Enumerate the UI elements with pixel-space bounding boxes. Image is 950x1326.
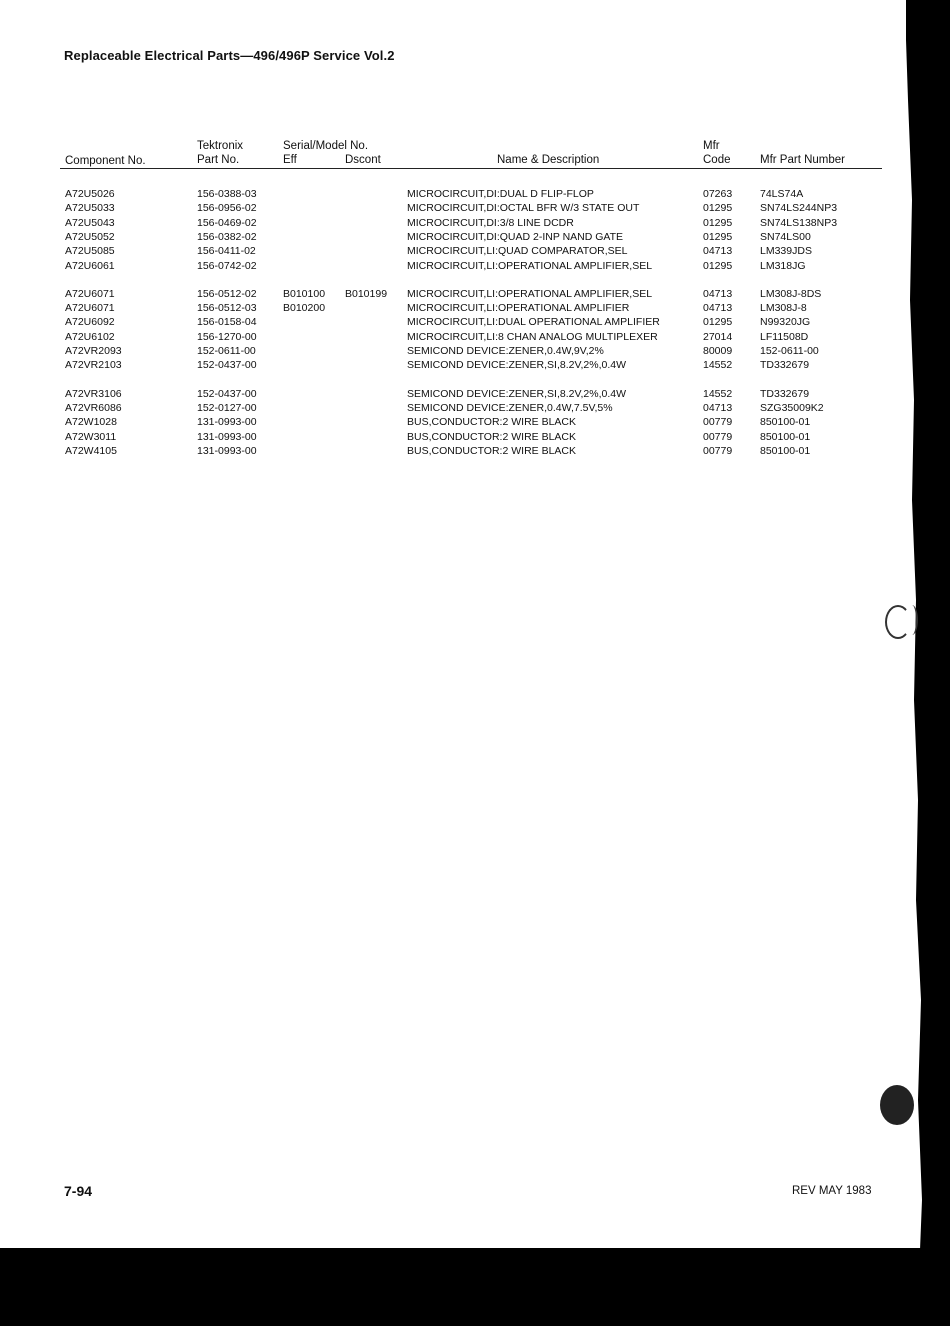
mfr-part-number: SN74LS138NP3 [760, 216, 838, 229]
page-number: 7-94 [64, 1183, 93, 1199]
name-description: SEMICOND DEVICE:ZENER,0.4W,9V,2% [407, 345, 604, 357]
mfr-code: 04713 [703, 287, 733, 300]
table-row [0, 187, 950, 201]
tektronix-part-no: 152-0611-00 [197, 345, 256, 357]
tektronix-part-no: 156-0742-02 [197, 259, 257, 272]
header-component: Component No. [65, 155, 146, 167]
name-description: MICROCIRCUIT,DI:3/8 LINE DCDR [407, 216, 574, 229]
tektronix-part-no: 156-0382-02 [197, 230, 257, 243]
mfr-code: 07263 [703, 188, 733, 200]
component-no: A72W4105 [65, 444, 117, 457]
mfr-part-number: 152-0611-00 [760, 345, 819, 357]
mfr-code: 14552 [703, 359, 733, 372]
tektronix-part-no: 131-0993-00 [197, 416, 257, 429]
component-no: A72U5043 [65, 216, 115, 229]
table-row [0, 259, 950, 273]
mfr-code: 14552 [703, 387, 733, 400]
component-no: A72U6071 [65, 302, 115, 315]
serial-eff: B010100 [283, 287, 326, 300]
name-description: BUS,CONDUCTOR:2 WIRE BLACK [407, 416, 576, 429]
tektronix-part-no: 131-0993-00 [197, 430, 257, 443]
table-row [0, 401, 950, 415]
component-no: A72VR2093 [65, 345, 122, 357]
mfr-part-number: 850100-01 [760, 430, 811, 443]
table-row [0, 287, 950, 301]
table-row [0, 201, 950, 215]
table-row [0, 230, 950, 244]
mfr-part-number: TD332679 [760, 387, 810, 400]
table-row [0, 301, 950, 315]
mfr-code: 01295 [703, 259, 733, 272]
table-row [0, 358, 950, 372]
component-no: A72U6102 [65, 330, 115, 343]
mfr-code: 00779 [703, 416, 733, 429]
table-row [0, 344, 950, 358]
name-description: MICROCIRCUIT,DI:QUAD 2-INP NAND GATE [407, 230, 624, 243]
binder-hole-mark-right [906, 605, 918, 635]
mfr-part-number: TD332679 [760, 359, 810, 372]
table-row [0, 387, 950, 401]
mfr-code: 80009 [703, 345, 733, 357]
header-description: Name & Description [497, 154, 600, 166]
mfr-code: 00779 [703, 444, 733, 457]
header-part-no: Part No. [197, 154, 240, 166]
header-mfr-part-number: Mfr Part Number [760, 154, 845, 166]
header-tektronix: Tektronix [197, 140, 244, 152]
component-no: A72U5085 [65, 245, 115, 258]
mfr-code: 04713 [703, 401, 733, 414]
serial-eff: B010200 [283, 302, 326, 315]
mfr-code: 00779 [703, 430, 733, 443]
tektronix-part-no: 131-0993-00 [197, 444, 257, 457]
tektronix-part-no: 156-0411-02 [197, 245, 256, 258]
name-description: MICROCIRCUIT,LI:OPERATIONAL AMPLIFIER [407, 302, 630, 315]
name-description: MICROCIRCUIT,LI:OPERATIONAL AMPLIFIER,SEL [407, 287, 653, 300]
table-row [0, 315, 950, 329]
header-mfr: Mfr [703, 140, 720, 152]
header-serial-model: Serial/Model No. [283, 140, 369, 152]
mfr-part-number: SN74LS00 [760, 230, 811, 243]
mfr-code: 01295 [703, 202, 733, 215]
header-mfr-code: Code [703, 154, 731, 166]
mfr-part-number: SN74LS244NP3 [760, 202, 838, 215]
serial-dscont: B010199 [345, 287, 388, 300]
component-no: A72U6061 [65, 259, 115, 272]
tektronix-part-no: 156-0512-03 [197, 302, 257, 315]
revision-date: REV MAY 1983 [792, 1185, 872, 1197]
component-no: A72U5033 [65, 202, 115, 215]
header-rule [60, 168, 882, 169]
component-no: A72U5026 [65, 188, 115, 200]
header-dscont: Dscont [345, 154, 381, 166]
mfr-code: 27014 [703, 330, 733, 343]
component-no: A72U6092 [65, 316, 115, 329]
tektronix-part-no: 156-1270-00 [197, 330, 257, 343]
name-description: SEMICOND DEVICE:ZENER,0.4W,7.5V,5% [407, 401, 613, 414]
table-row [0, 430, 950, 444]
component-no: A72VR3106 [65, 387, 122, 400]
mfr-part-number: LM339JDS [760, 245, 812, 258]
mfr-part-number: LM308J-8 [760, 302, 807, 315]
name-description: SEMICOND DEVICE:ZENER,SI,8.2V,2%,0.4W [407, 387, 627, 400]
component-no: A72VR6086 [65, 401, 122, 414]
table-row [0, 444, 950, 458]
name-description: SEMICOND DEVICE:ZENER,SI,8.2V,2%,0.4W [407, 359, 627, 372]
mfr-part-number: 850100-01 [760, 416, 811, 429]
mfr-part-number: 850100-01 [760, 444, 811, 457]
tektronix-part-no: 156-0469-02 [197, 216, 257, 229]
tektronix-part-no: 156-0158-04 [197, 316, 257, 329]
name-description: MICROCIRCUIT,DI:DUAL D FLIP-FLOP [407, 188, 594, 200]
mfr-code: 04713 [703, 302, 733, 315]
mfr-part-number: LM308J-8DS [760, 287, 822, 300]
component-no: A72VR2103 [65, 359, 122, 372]
table-row [0, 216, 950, 230]
table-row [0, 244, 950, 258]
mfr-part-number: LF11508D [760, 330, 809, 343]
mfr-part-number: N99320JG [760, 316, 811, 329]
name-description: BUS,CONDUCTOR:2 WIRE BLACK [407, 430, 576, 443]
tektronix-part-no: 156-0512-02 [197, 287, 257, 300]
component-no: A72W3011 [65, 430, 117, 443]
mfr-code: 01295 [703, 230, 733, 243]
mfr-part-number: LM318JG [760, 259, 806, 272]
tektronix-part-no: 152-0437-00 [197, 387, 257, 400]
mfr-code: 04713 [703, 245, 733, 258]
name-description: MICROCIRCUIT,LI:DUAL OPERATIONAL AMPLIFIER [407, 316, 660, 329]
mfr-part-number: 74LS74A [760, 188, 804, 200]
table-row [0, 415, 950, 429]
tektronix-part-no: 152-0127-00 [197, 401, 257, 414]
name-description: BUS,CONDUCTOR:2 WIRE BLACK [407, 444, 576, 457]
scan-bottom-band [0, 1248, 950, 1326]
component-no: A72U5052 [65, 230, 115, 243]
name-description: MICROCIRCUIT,LI:OPERATIONAL AMPLIFIER,SEL [407, 259, 653, 272]
tektronix-part-no: 152-0437-00 [197, 359, 257, 372]
mfr-code: 01295 [703, 216, 733, 229]
component-no: A72U6071 [65, 287, 115, 300]
header-eff: Eff [283, 154, 297, 166]
mfr-part-number: SZG35009K2 [760, 401, 824, 414]
name-description: MICROCIRCUIT,LI:QUAD COMPARATOR,SEL [407, 245, 628, 258]
table-row [0, 330, 950, 344]
tektronix-part-no: 156-0956-02 [197, 202, 257, 215]
name-description: MICROCIRCUIT,LI:8 CHAN ANALOG MULTIPLEXER [407, 330, 658, 343]
name-description: MICROCIRCUIT,DI:OCTAL BFR W/3 STATE OUT [407, 202, 640, 215]
page-title: Replaceable Electrical Parts—496/496P Service Vol.2 [64, 48, 395, 63]
component-no: A72W1028 [65, 416, 117, 429]
mfr-code: 01295 [703, 316, 733, 329]
binder-hole-blot [880, 1085, 914, 1125]
tektronix-part-no: 156-0388-03 [197, 188, 257, 200]
